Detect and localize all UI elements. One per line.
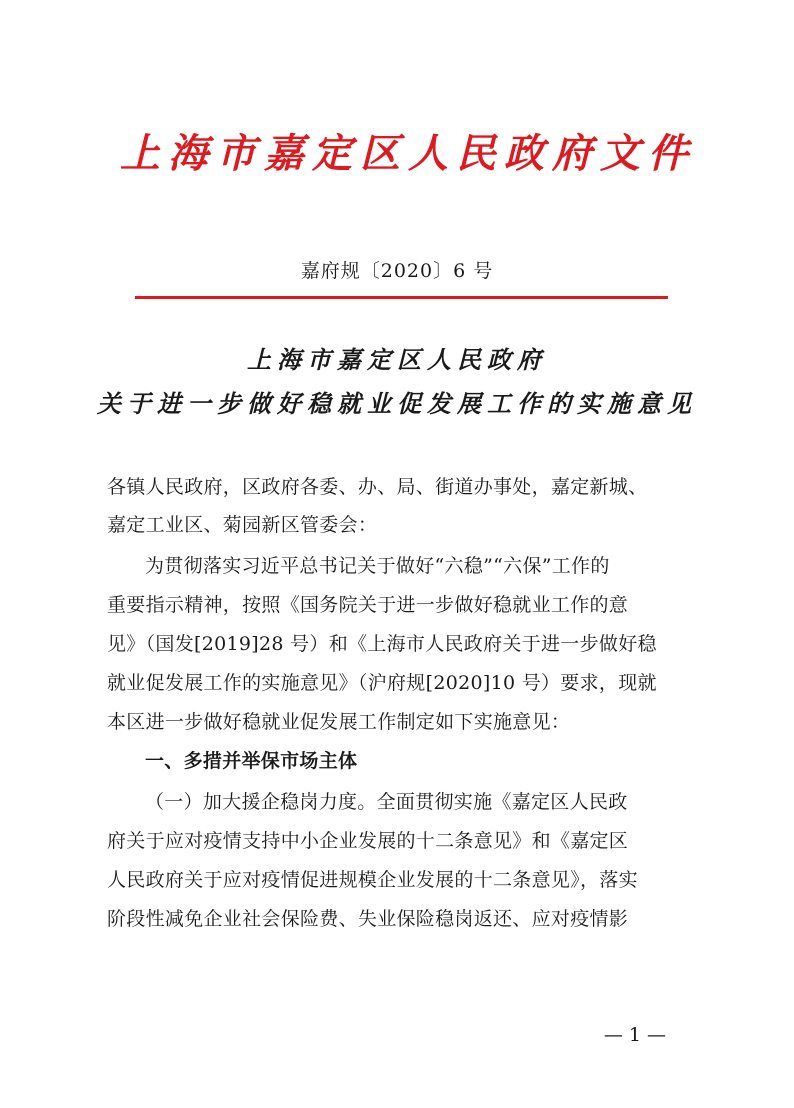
paragraph-line: 人民政府关于应对疫情促进规模企业发展的十二条意见》，落实	[107, 869, 638, 891]
paragraph-line: （一）加大援企稳岗力度。全面贯彻实施《嘉定区人民政	[145, 791, 628, 813]
addressee-line-1: 各镇人民政府，区政府各委、办、局、街道办事处，嘉定新城、	[107, 476, 648, 498]
red-divider-rule	[135, 296, 668, 299]
paragraph-line: 为贯彻落实习近平总书记关于做好“六稳”“六保”工作的	[145, 555, 610, 577]
page-number: — 1 —	[603, 1024, 666, 1046]
document-title-line-2: 关于进一步做好稳就业促发展工作的实施意见	[97, 389, 697, 418]
paragraph-line: 府关于应对疫情支持中小企业发展的十二条意见》和《嘉定区	[107, 830, 629, 852]
paragraph-line: 本区进一步做好稳就业促发展工作制定如下实施意见：	[107, 711, 571, 733]
section-heading: 一、多措并举保市场主体	[145, 750, 358, 772]
document-title-line-1: 上海市嘉定区人民政府	[247, 345, 547, 374]
paragraph-line: 见》（国发[2019]28 号）和《上海市人民政府关于进一步做好稳	[107, 633, 657, 655]
paragraph-line: 阶段性减免企业社会保险费、失业保险稳岗返还、应对疫情影	[107, 908, 629, 930]
document-number: 嘉府规〔2020〕6 号	[300, 260, 494, 282]
org-header-title: 上海市嘉定区人民政府文件	[120, 130, 696, 177]
paragraph-line: 重要指示精神，按照《国务院关于进一步做好稳就业工作的意	[107, 594, 629, 616]
addressee-line-2: 嘉定工业区、菊园新区管委会：	[107, 514, 378, 536]
paragraph-line: 就业促发展工作的实施意见》（沪府规[2020]10 号）要求，现就	[107, 672, 657, 694]
